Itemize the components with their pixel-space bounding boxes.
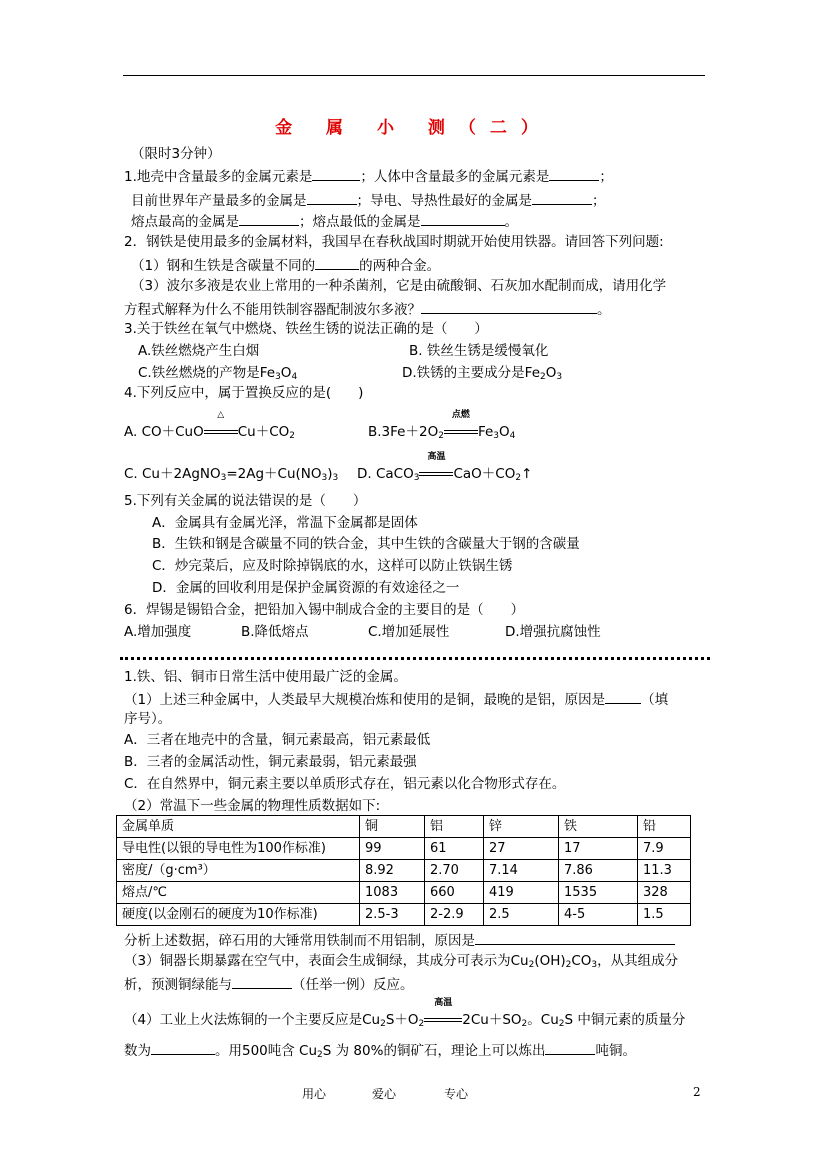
part2-q2: （2）常温下一些金属的物理性质数据如下: [124, 798, 381, 814]
table-cell: 熔点/℃ [117, 882, 360, 904]
q2-part3-line1: （3）波尔多液是农业上常用的一种杀菌剂，它是由硫酸铜、石灰加水配制而成，请用化学 [131, 278, 667, 294]
q5-option-c: C．炒完菜后，应及时除掉锅底的水，这样可以防止铁锅生锈 [152, 558, 513, 574]
table-cell: 7.86 [559, 860, 638, 882]
q5-option-a: A．金属具有金属光泽，常温下金属都是固体 [152, 515, 418, 531]
part2-q1-line1: （1）上述三种金属中，人类最早大规模冶炼和使用的是铜，最晚的是铝，原因是 （填 [124, 689, 668, 709]
q2-part3-line2: 方程式解释为什么不能用铁制容器配制波尔多液？ 。 [124, 299, 611, 319]
table-cell: 27 [484, 838, 559, 860]
q3-option-d: D.铁锈的主要成分是$Fe_2O_3$ [402, 365, 563, 382]
q4-stem: 4.下列反应中，属于置换反应的是( ) [124, 385, 364, 401]
footer-text-2: 爱心 [372, 1087, 397, 1101]
q6-stem: 6．焊锡是锡铅合金，把铅加入锡中制成合金的主要目的是（ ） [124, 602, 525, 618]
part2-q3-line1: （3）铜器长期暴露在空气中，表面会生成铜绿，其成分可表示为$Cu_2(OH)_2CO_3$，从其组成分 [124, 953, 679, 970]
time-limit: （限时3分钟） [131, 146, 221, 162]
page-title: 金 属 小 测（二） [275, 118, 552, 138]
table-cell: 1083 [360, 882, 425, 904]
q6-option-c: C.增加延展性 [368, 624, 450, 640]
table-header-cell: 铜 [360, 816, 425, 838]
table-row [117, 838, 691, 860]
metal-properties-table [116, 815, 691, 926]
q5-option-d: D．金属的回收利用是保护金属资源的有效途径之一 [152, 580, 460, 596]
q3-option-a: A.铁丝燃烧产生白烟 [138, 343, 260, 359]
q3-option-b: B. 铁丝生锈是缓慢氧化 [409, 343, 549, 359]
table-cell: 99 [360, 838, 425, 860]
part2-analysis: 分析上述数据，碎石用的大锤常用铁制而不用铝制，原因是 [124, 930, 675, 950]
table-cell: 2.5-3 [360, 904, 425, 926]
q4-option-b: $B.3Fe+2O_2$ 点燃 $Fe_3O_4$ [368, 410, 516, 441]
table-row [117, 882, 691, 904]
part2-option-c: C．在自然界中，铜元素主要以单质形式存在，铝元素以化合物形式存在。 [124, 776, 566, 792]
table-cell: 7.14 [484, 860, 559, 882]
table-cell: 17 [559, 838, 638, 860]
table-header-cell: 锌 [484, 816, 559, 838]
part2-option-b: B．三者的金属活动性，铜元素最弱，铝元素最强 [124, 754, 417, 770]
table-cell: 密度/（g·cm³） [117, 860, 360, 882]
q5-stem: 5.下列有关金属的说法错误的是（ ） [124, 493, 367, 509]
q4-option-d: D. CaCO$_3$ 高温 $CaO+CO_2↑$ [357, 452, 533, 483]
table-cell: 7.9 [638, 838, 691, 860]
part2-q3-line2: 析，预测铜绿能与 （任举一例）反应。 [124, 974, 414, 994]
table-header-cell: 铁 [559, 816, 638, 838]
q3-stem: 3.关于铁丝在氧气中燃烧、铁丝生锈的说法正确的是（ ） [124, 321, 488, 337]
table-cell: 硬度(以金刚石的硬度为10作标准) [117, 904, 360, 926]
part2-q4-line2: 数为 。用500吨含 $Cu_2S$ 为 80%的铜矿石，理论上可以炼出 吨铜。 [124, 1040, 636, 1064]
part2-q4-line1: （4）工业上火法炼铜的一个主要反应是$Cu_2S+O_2$ 高温 $2Cu+SO_2$。$Cu_2S$ 中铜元素的质量分 [124, 998, 686, 1029]
q2-stem: 2．钢铁是使用最多的金属材料，我国早在春秋战国时期就开始使用铁器。请回答下列问题: [124, 234, 664, 250]
table-cell: 1535 [559, 882, 638, 904]
table-cell: 11.3 [638, 860, 691, 882]
q3-option-c: C.铁丝燃烧的产物是$Fe_3O_4$ [138, 365, 298, 382]
table-cell: 8.92 [360, 860, 425, 882]
q1-line3: 熔点最高的金属是 ；熔点最低的金属是 。 [131, 211, 518, 231]
table-cell: 4-5 [559, 904, 638, 926]
section-divider [120, 657, 710, 660]
table-header-cell: 铅 [638, 816, 691, 838]
q1-line2: 目前世界年产量最多的金属是 ；导电、导热性最好的金属是 ； [131, 190, 606, 210]
table-cell: 660 [425, 882, 484, 904]
q4-option-a: A. CO＋CuO △ $Cu+CO_2$ [124, 410, 296, 441]
table-cell: 2-2.9 [425, 904, 484, 926]
q5-option-b: B．生铁和钢是含碳量不同的铁合金，其中生铁的含碳量大于钢的含碳量 [152, 536, 580, 552]
part2-q1-line2: 序号）。 [124, 711, 172, 727]
q1-line1: 1.地壳中含量最多的金属元素是 ；人体中含量最多的金属元素是 ； [124, 166, 613, 186]
table-row [117, 860, 691, 882]
footer-text-1: 用心 [302, 1087, 327, 1101]
table-cell: 导电性(以银的导电性为100作标准) [117, 838, 360, 860]
table-cell: 2.70 [425, 860, 484, 882]
q2-part1: （1）钢和生铁是含碳量不同的 的两种合金。 [131, 255, 440, 275]
table-cell: 2.5 [484, 904, 559, 926]
q6-option-d: D.增强抗腐蚀性 [505, 624, 601, 640]
q6-option-a: A.增加强度 [124, 624, 192, 640]
table-header-cell: 铝 [425, 816, 484, 838]
q4-option-c: C. $Cu+2AgNO_3=2Ag+Cu(NO_3)_3$ [124, 466, 339, 483]
table-cell: 419 [484, 882, 559, 904]
page-number: 2 [693, 1085, 701, 1099]
header-rule [123, 75, 705, 76]
table-header-row [117, 816, 691, 838]
footer-text-3: 专心 [444, 1087, 469, 1101]
table-cell: 1.5 [638, 904, 691, 926]
table-cell: 328 [638, 882, 691, 904]
part2-intro: 1.铁、铝、铜市日常生活中使用最广泛的金属。 [124, 669, 407, 685]
q6-option-b: B.降低熔点 [241, 624, 309, 640]
table-cell: 61 [425, 838, 484, 860]
table-header-cell: 金属单质 [117, 816, 360, 838]
part2-option-a: A．三者在地壳中的含量，铜元素最高，铝元素最低 [124, 732, 431, 748]
table-row [117, 904, 691, 926]
